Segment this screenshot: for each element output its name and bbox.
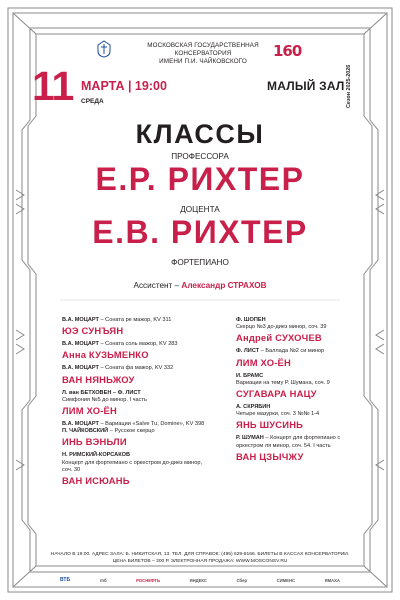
sponsor-logo: ЯМАХА — [324, 577, 340, 583]
program-composer-line — [62, 365, 212, 372]
performer-name: ЯНЬ ШУСИНЬ — [236, 419, 304, 431]
conservatory-line2: ИМЕНИ П.И. ЧАЙКОВСКОГО — [159, 58, 247, 65]
performer-name: ЮЭ СУНЪЯН — [62, 325, 124, 337]
composer-name: В.А. МОЦАРТ — [62, 341, 99, 348]
program-composer-line — [236, 348, 366, 355]
program-composer-line — [62, 341, 212, 348]
program-item — [62, 390, 212, 416]
performer-name: ВАН ИСЮАНЬ — [62, 475, 130, 487]
composer-name: Р. ШУМАН — [236, 435, 264, 442]
event-hall: МАЛЫЙ ЗАЛ — [267, 79, 345, 93]
work-detail: Симфония №5 до минор. I часть — [62, 396, 147, 403]
composer-name: В.А. МОЦАРТ — [62, 421, 99, 428]
program-item — [236, 348, 366, 367]
professor-name: Е.Р. РИХТЕР — [95, 161, 305, 197]
work-title: – Вариации «Salve Tu, Domine», KV 398 — [98, 421, 205, 428]
performer-name: Анна КУЗЬМЕНКО — [62, 349, 149, 361]
event-month-time: МАРТА | 19:00 — [81, 79, 167, 93]
program-item — [236, 317, 366, 343]
program-composer-line — [236, 435, 366, 449]
performer-name: ИНЬ ВЭНЬЛИ — [62, 436, 127, 448]
performer-name: СУГАВАРА НАЦУ — [236, 388, 317, 400]
program-left-column — [62, 317, 212, 491]
assistant-label: Ассистент – — [133, 281, 180, 290]
performer-name: ЛИМ ХО-ЁН — [236, 356, 291, 368]
work-title: – Баллада №2 си минор — [259, 348, 325, 355]
program-composer-line — [62, 428, 212, 435]
work-title: – Соната фа мажор, KV 332 — [98, 365, 174, 372]
docent-label: ДОЦЕНТА — [180, 205, 220, 214]
sponsor-logo: ВТБ — [60, 577, 71, 583]
composer-name: Л. ван БЕТХОВЕН – Ф. ЛИСТ — [62, 389, 141, 396]
sponsor-logo: Сбер — [236, 577, 248, 583]
footer-info — [0, 551, 400, 565]
composer-name: А. СКРЯБИН — [236, 404, 271, 411]
performer-name: ЛИМ ХО-ЁН — [62, 405, 117, 417]
composer-name: Н. РИМСКИЙ-КОРСАКОВ — [62, 452, 131, 459]
title-classes: КЛАССЫ — [135, 119, 265, 149]
composer-name: И. БРАМС — [236, 372, 264, 379]
assistant-name: Александр СТРАХОВ — [181, 281, 267, 290]
work-detail: Четыре мазурки, соч. 3 №№ 1-4 — [236, 411, 320, 418]
performer-name: Андрей СУХОЧЕВ — [236, 332, 322, 344]
composer-name: В.А. МОЦАРТ — [62, 365, 99, 372]
sponsor-logo: РОСНЕФТЬ — [136, 577, 160, 583]
conservatory-line1: МОСКОВСКАЯ ГОСУДАРСТВЕННАЯ КОНСЕРВАТОРИЯ — [147, 42, 259, 57]
work-title: – Соната соль мажор, KV 283 — [98, 341, 178, 348]
footer-line1: НАЧАЛО В 19:00. АДРЕС ЗАЛА: Б. НИКИТСКАЯ, 13. ТЕЛ. ДЛЯ СПРАВОК: (495) 629-9166. БИЛЕТЫ В КАССАХ КОНСЕРВАТОРИИ. — [50, 552, 350, 557]
instrument-label: ФОРТЕПИАНО — [171, 258, 229, 267]
composer-name: В.А. МОЦАРТ — [62, 317, 99, 323]
anniversary-logo — [273, 42, 303, 62]
docent-name: Е.В. РИХТЕР — [92, 214, 308, 250]
work-title: – Концерт для фортепиано с оркестром ля минор, соч. 54. I часть — [236, 435, 341, 449]
program-composer-line — [236, 373, 366, 380]
work-title: – Русское скерцо — [108, 428, 155, 435]
performer-name: ВАН НЯНЬЖОУ — [62, 373, 135, 385]
program-item — [236, 373, 366, 399]
program-composer-line — [62, 452, 212, 459]
sponsor-logo: ЯНДЕКС — [189, 577, 207, 583]
composer-name: П. ЧАЙКОВСКИЙ — [62, 428, 109, 435]
professor-label: ПРОФЕССОРА — [171, 152, 229, 161]
work-detail: Концерт для фортепиано с оркестром до-диез минор, соч. 30 — [62, 459, 202, 473]
sponsor-logo: гпб — [99, 577, 107, 583]
program-right-column — [236, 317, 366, 467]
program-item — [236, 404, 366, 430]
crest-icon — [96, 40, 112, 58]
program-item — [62, 317, 212, 336]
event-day: 11 — [32, 63, 74, 109]
conservatory-name — [118, 42, 288, 66]
performer-name: ВАН ЦЗЫЧЖУ — [236, 450, 304, 462]
season-text: Сезон 2025-2026 — [346, 64, 352, 108]
program-composer-line — [62, 390, 212, 397]
work-title: – Соната ре мажор, KV 311 — [98, 317, 172, 323]
sponsor-logos — [60, 574, 340, 586]
footer-line2: ЦЕНА БИЛЕТОВ – 300 Р. ЭЛЕКТРОННАЯ ПРОДАЖА: WWW.MOSCONSV.RU — [112, 559, 288, 564]
sponsor-logo: СИМЕНС — [276, 577, 295, 583]
program-composer-line — [62, 317, 212, 324]
program-composer-line — [236, 317, 366, 324]
anniversary-number: 160 — [273, 42, 302, 60]
program-item — [62, 452, 212, 486]
program-item — [236, 435, 366, 461]
assistant-line — [0, 281, 400, 290]
program-composer-line — [236, 404, 366, 411]
program-item — [62, 365, 212, 384]
program-item — [62, 421, 212, 447]
composer-name: Ф. ШОПЕН — [236, 317, 266, 323]
work-detail: Скерцо №3 до-диез минор, соч. 39 — [236, 324, 327, 331]
work-detail: Вариации на тему Р. Шумана, соч. 9 — [236, 379, 330, 386]
season-label — [346, 38, 356, 108]
composer-name: Ф. ЛИСТ — [236, 348, 260, 355]
program-item — [62, 341, 212, 360]
event-weekday: СРЕДА — [81, 98, 104, 105]
